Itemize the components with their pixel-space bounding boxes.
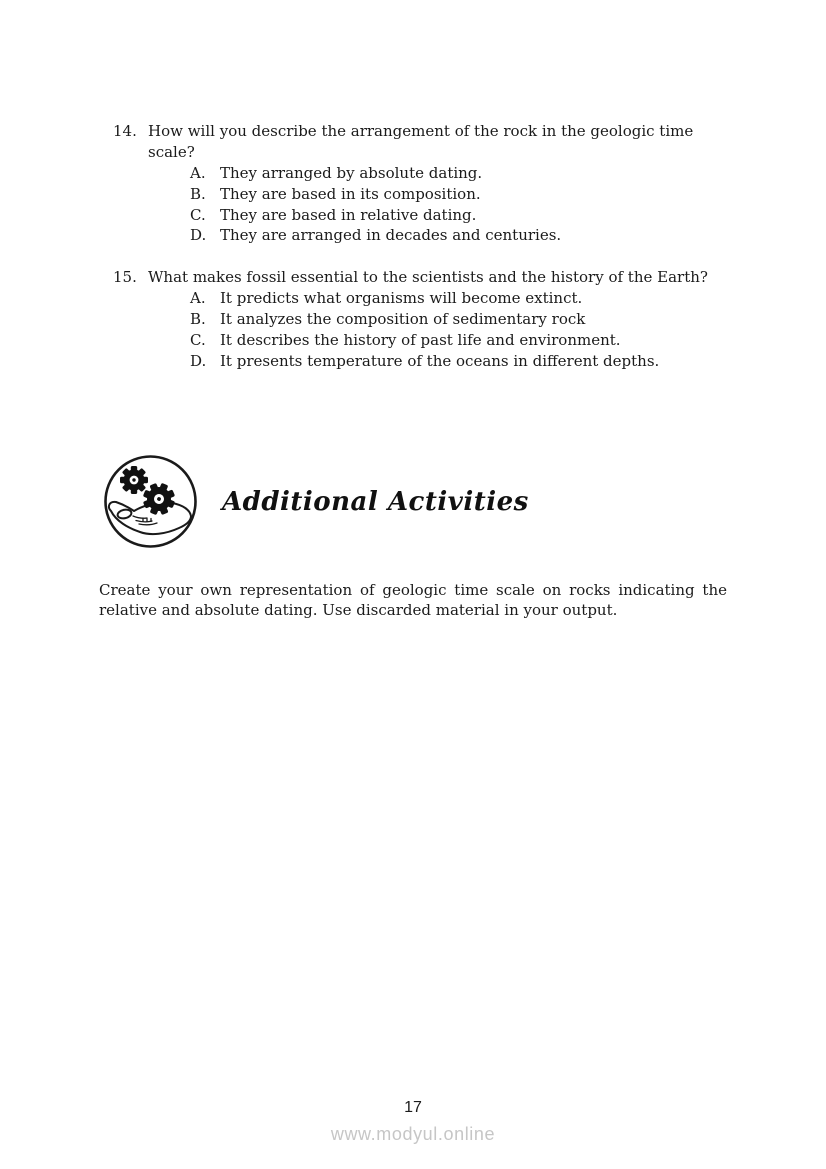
option-a (190, 163, 727, 184)
question-line (113, 267, 727, 288)
option-letter: C. (190, 205, 206, 224)
option-b (190, 309, 727, 330)
option-letter: A. (190, 289, 206, 308)
option-letter: B. (190, 309, 206, 328)
question-options (190, 163, 727, 246)
option-c (190, 330, 727, 351)
question-14 (113, 121, 727, 246)
question-text: What makes fossil essential to the scientists and the history of the Earth? (148, 268, 708, 287)
option-text: It analyzes the composition of sedimentary rock (220, 309, 586, 328)
activity-instructions (99, 580, 727, 620)
option-letter: A. (190, 164, 206, 182)
option-letter: D. (190, 351, 207, 370)
option-letter: B. (190, 184, 206, 203)
question-number: 14. (113, 122, 137, 140)
option-d (190, 225, 727, 246)
option-d (190, 351, 727, 372)
option-text: They arranged by absolute dating. (220, 164, 483, 182)
question-number: 15. (113, 268, 137, 287)
option-text: They are based in its composition. (220, 184, 481, 203)
option-letter: C. (190, 330, 206, 349)
option-text: They are arranged in decades and centuries. (220, 226, 562, 245)
watermark: www.modyul.online (330, 1124, 496, 1144)
question-line (113, 121, 727, 163)
option-text: It presents temperature of the oceans in different depths. (220, 351, 660, 370)
option-b (190, 184, 727, 205)
hand-holding-gears-icon (103, 454, 198, 549)
option-text: They are based in relative dating. (220, 205, 477, 224)
page-number: 17 (404, 1099, 422, 1116)
option-letter: D. (190, 226, 207, 245)
multiple-choice-questions (99, 121, 727, 371)
activity-instructions-line: Create your own representation of geologic time scale on rocks indicating the (99, 581, 727, 600)
question-options (190, 288, 727, 371)
question-text: How will you describe the arrangement of the rock in the geologic time scale? (148, 122, 694, 161)
section-title: Additional Activities (222, 486, 529, 517)
option-text: It predicts what organisms will become extinct. (220, 289, 583, 308)
option-c (190, 205, 727, 226)
option-a (190, 288, 727, 309)
option-text: It describes the history of past life and environment. (220, 330, 621, 349)
section-header (103, 454, 727, 549)
activity-instructions-line: relative and absolute dating. Use discarded material in your output. (99, 601, 618, 620)
question-15 (113, 267, 727, 371)
